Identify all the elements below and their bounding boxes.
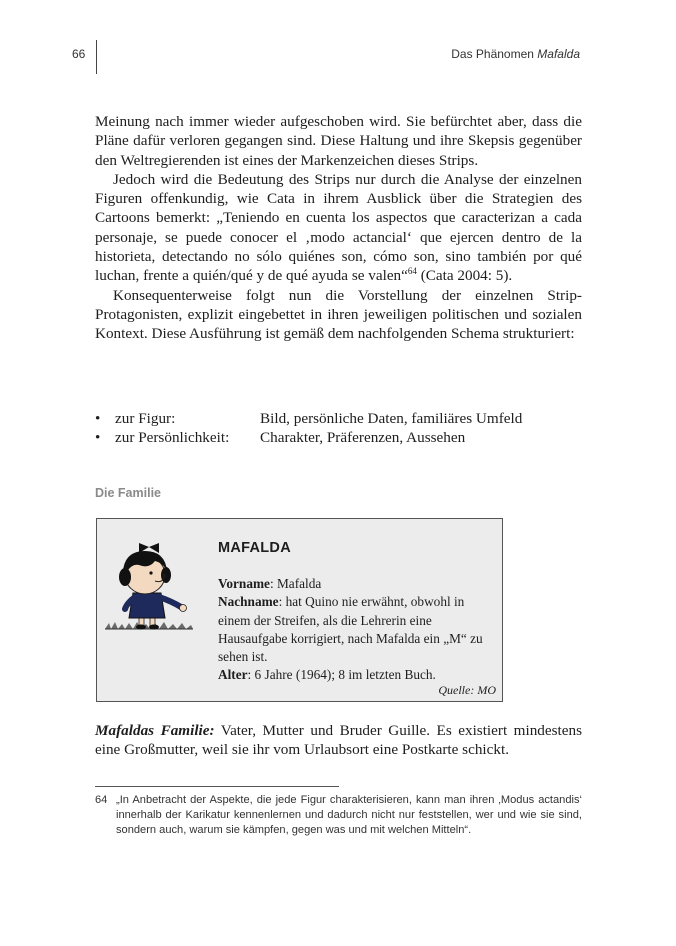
family-lead: Mafaldas Familie: (95, 722, 215, 739)
list-item-description: Charakter, Präferenzen, Aussehen (260, 429, 466, 447)
first-name-value: : Mafalda (269, 576, 322, 591)
first-name-label: Vorname (218, 576, 270, 591)
footnote (95, 793, 582, 838)
paragraph-2 (95, 170, 582, 286)
page-number: 66 (72, 47, 86, 61)
running-head-title: Mafalda (537, 47, 580, 61)
age-label: Alter (218, 667, 248, 683)
running-head (451, 47, 580, 61)
paragraph-2-text: Jedoch wird die Bedeutung des Strips nur durch die Analyse der einzelnen Figuren offenkundig, wie Cata in ihrem Ausblick über die Strategien des Cartoons bemerkt: „Teniendo en cuenta los aspectos que caracterizan a cada personaje, se puede conocer el ‚modo actancial‘ que ejercen dentro de la historieta, detectando no sólo quiénes son, cómo son, sino también por qué luchan, frente a quién/qué y de qué ayuda se valen“ (95, 170, 582, 285)
family-body: Vater, Mutter und Bruder Guille. Es existiert mindestens eine Großmutter, weil sie ihr vom Urlaubsort eine Postkarte schickt. (95, 722, 582, 759)
profile-details (218, 575, 500, 685)
mafalda-character-illustration (103, 541, 195, 633)
footnote-text: „In Anbetracht der Aspekte, die jede Figur charakterisieren, kann man ihren ‚Modus actandis‘ innerhalb der Karikatur kennenlernen und dadurch nicht nur feststellen, wer und wie sie sind, sondern auch, warum sie kämpfen, gegen was und mit welchen Mitteln“. (116, 794, 582, 837)
bullet-marker: • (95, 429, 101, 447)
last-name-label: Nachname (218, 594, 279, 610)
section-heading: Die Familie (95, 486, 161, 500)
paragraph-3: Konsequenterweise folgt nun die Vorstellung der einzelnen Strip-Protagonisten, explizit eingebettet in ihren jeweiligen politischen und sozialen Kontext. Diese Ausführung ist gemäß dem nachfolgenden Schema strukturiert: (95, 286, 582, 343)
structure-list (95, 409, 582, 448)
character-profile-box (96, 518, 503, 702)
list-item-term: zur Figur: (115, 410, 176, 427)
list-item (95, 409, 582, 428)
footnote-reference[interactable]: 64 (407, 266, 417, 277)
footnote-number: 64 (95, 794, 108, 806)
running-head-prefix: Das Phänomen (451, 47, 538, 61)
citation: (Cata 2004: 5). (416, 267, 513, 285)
family-paragraph (95, 721, 582, 760)
paragraph-1: Meinung nach immer wieder aufgeschoben wird. Sie befürchtet aber, dass die Pläne dafür verloren gegangen sind. Diese Haltung und ihre Skepsis gegenüber den Weltregierenden ist eines der Markenzeichen dieses Strips. (95, 113, 582, 169)
list-item-term: zur Persönlichkeit: (115, 429, 230, 447)
profile-name: MAFALDA (218, 540, 291, 556)
profile-source: Quelle: MO (438, 683, 496, 697)
profile-first-name (218, 575, 500, 593)
list-item-description: Bild, persönliche Daten, familiäres Umfeld (260, 410, 523, 427)
age-value: : 6 Jahre (1964); 8 im letzten Buch. (247, 667, 436, 683)
last-name-value: : hat Quino nie erwähnt, obwohl in einem der Streifen, als die Lehrerin eine Hausaufgabe korrigiert, nach Mafalda ein „M“ zu sehen ist. (218, 594, 483, 665)
footnote-divider (95, 786, 339, 787)
body-text (95, 112, 582, 344)
family-text (95, 721, 582, 760)
list-item (95, 428, 582, 447)
profile-last-name (218, 593, 500, 666)
bullet-marker: • (95, 410, 101, 427)
header-divider (96, 40, 97, 74)
